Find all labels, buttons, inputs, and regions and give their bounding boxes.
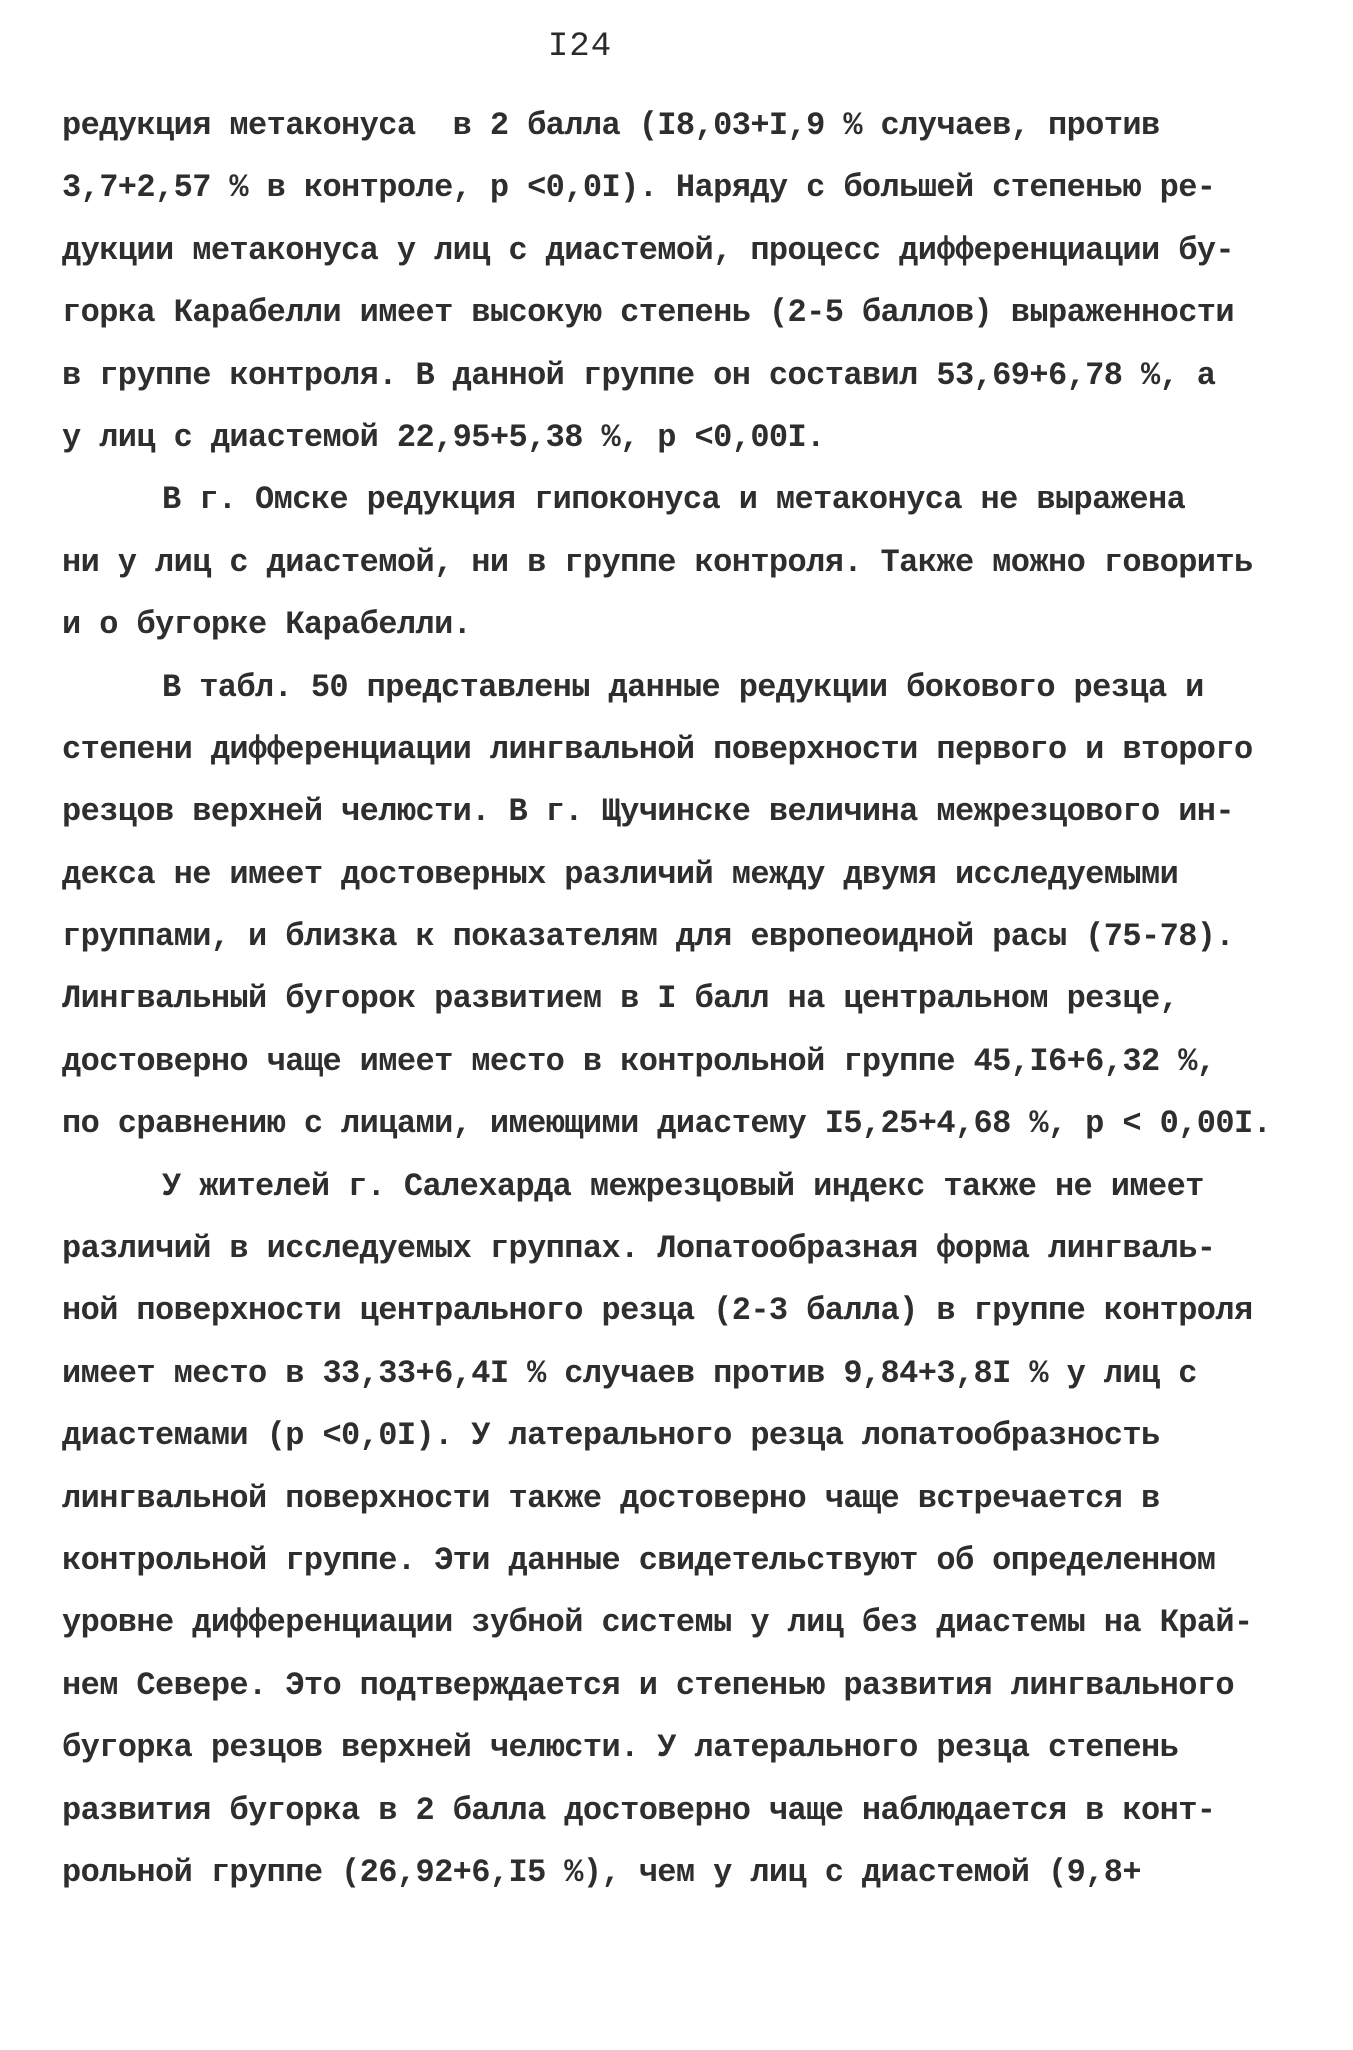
text-line: и о бугорке Карабелли. <box>62 606 472 644</box>
text-line: дукции метаконуса у лиц с диастемой, процесс дифференциации бу- <box>62 231 1234 269</box>
text-line: в группе контроля. В данной группе он составил 53,69+6,78 %, а <box>62 356 1216 394</box>
text-line: у лиц с диастемой 22,95+5,38 %, р <0,00I. <box>62 418 825 456</box>
text-line: достоверно чаще имеет место в контрольной группе 45,I6+6,32 %, <box>62 1042 1216 1080</box>
text-line: декса не имеет достоверных различий между двумя исследуемыми <box>62 855 1179 893</box>
text-line: 3,7+2,57 % в контроле, р <0,0I). Наряду с большей степенью ре- <box>62 169 1216 207</box>
page-number: I24 <box>547 28 613 66</box>
text-line: лингвальной поверхности также достоверно чаще встречается в <box>62 1479 1160 1517</box>
text-line: уровне дифференциации зубной системы у лиц без диастемы на Край- <box>62 1604 1253 1642</box>
text-line: по сравнению с лицами, имеющими диастему I5,25+4,68 %, р < 0,00I. <box>62 1105 1272 1143</box>
text-line: В табл. 50 представлены данные редукции бокового резца и <box>162 668 1204 706</box>
text-line: диастемами (р <0,0I). У латерального резца лопатообразность <box>62 1417 1160 1455</box>
text-line: У жителей г. Салехарда межрезцовый индекс также не имеет <box>162 1167 1204 1205</box>
text-line: различий в исследуемых группах. Лопатообразная форма лингваль- <box>62 1230 1216 1268</box>
text-line: ной поверхности центрального резца (2-3 балла) в группе контроля <box>62 1292 1253 1330</box>
body-text <box>62 95 1322 1904</box>
text-line: рольной группе (26,92+6,I5 %), чем у лиц с диастемой (9,8+ <box>62 1853 1141 1891</box>
text-line: Лингвальный бугорок развитием в I балл на центральном резце, <box>62 980 1179 1018</box>
text-line: степени дифференциации лингвальной поверхности первого и второго <box>62 730 1253 768</box>
text-line: бугорка резцов верхней челюсти. У латерального резца степень <box>62 1729 1179 1767</box>
text-line: резцов верхней челюсти. В г. Щучинске величина межрезцового ин- <box>62 793 1234 831</box>
text-line: группами, и близка к показателям для европеоидной расы (75-78). <box>62 918 1234 956</box>
text-line: В г. Омске редукция гипоконуса и метаконуса не выражена <box>162 481 1186 519</box>
text-line: контрольной группе. Эти данные свидетельствуют об определенном <box>62 1541 1216 1579</box>
text-line: развития бугорка в 2 балла достоверно чаще наблюдается в конт- <box>62 1791 1216 1829</box>
text-line: нем Севере. Это подтверждается и степенью развития лингвального <box>62 1666 1234 1704</box>
text-line: имеет место в 33,33+6,4I % случаев против 9,84+3,8I % у лиц с <box>62 1354 1197 1392</box>
text-line: ни у лиц с диастемой, ни в группе контроля. Также можно говорить <box>62 543 1253 581</box>
text-line: горка Карабелли имеет высокую степень (2-5 баллов) выраженности <box>62 294 1234 332</box>
text-line: редукция метаконуса в 2 балла (I8,03+I,9 % случаев, против <box>62 107 1160 144</box>
